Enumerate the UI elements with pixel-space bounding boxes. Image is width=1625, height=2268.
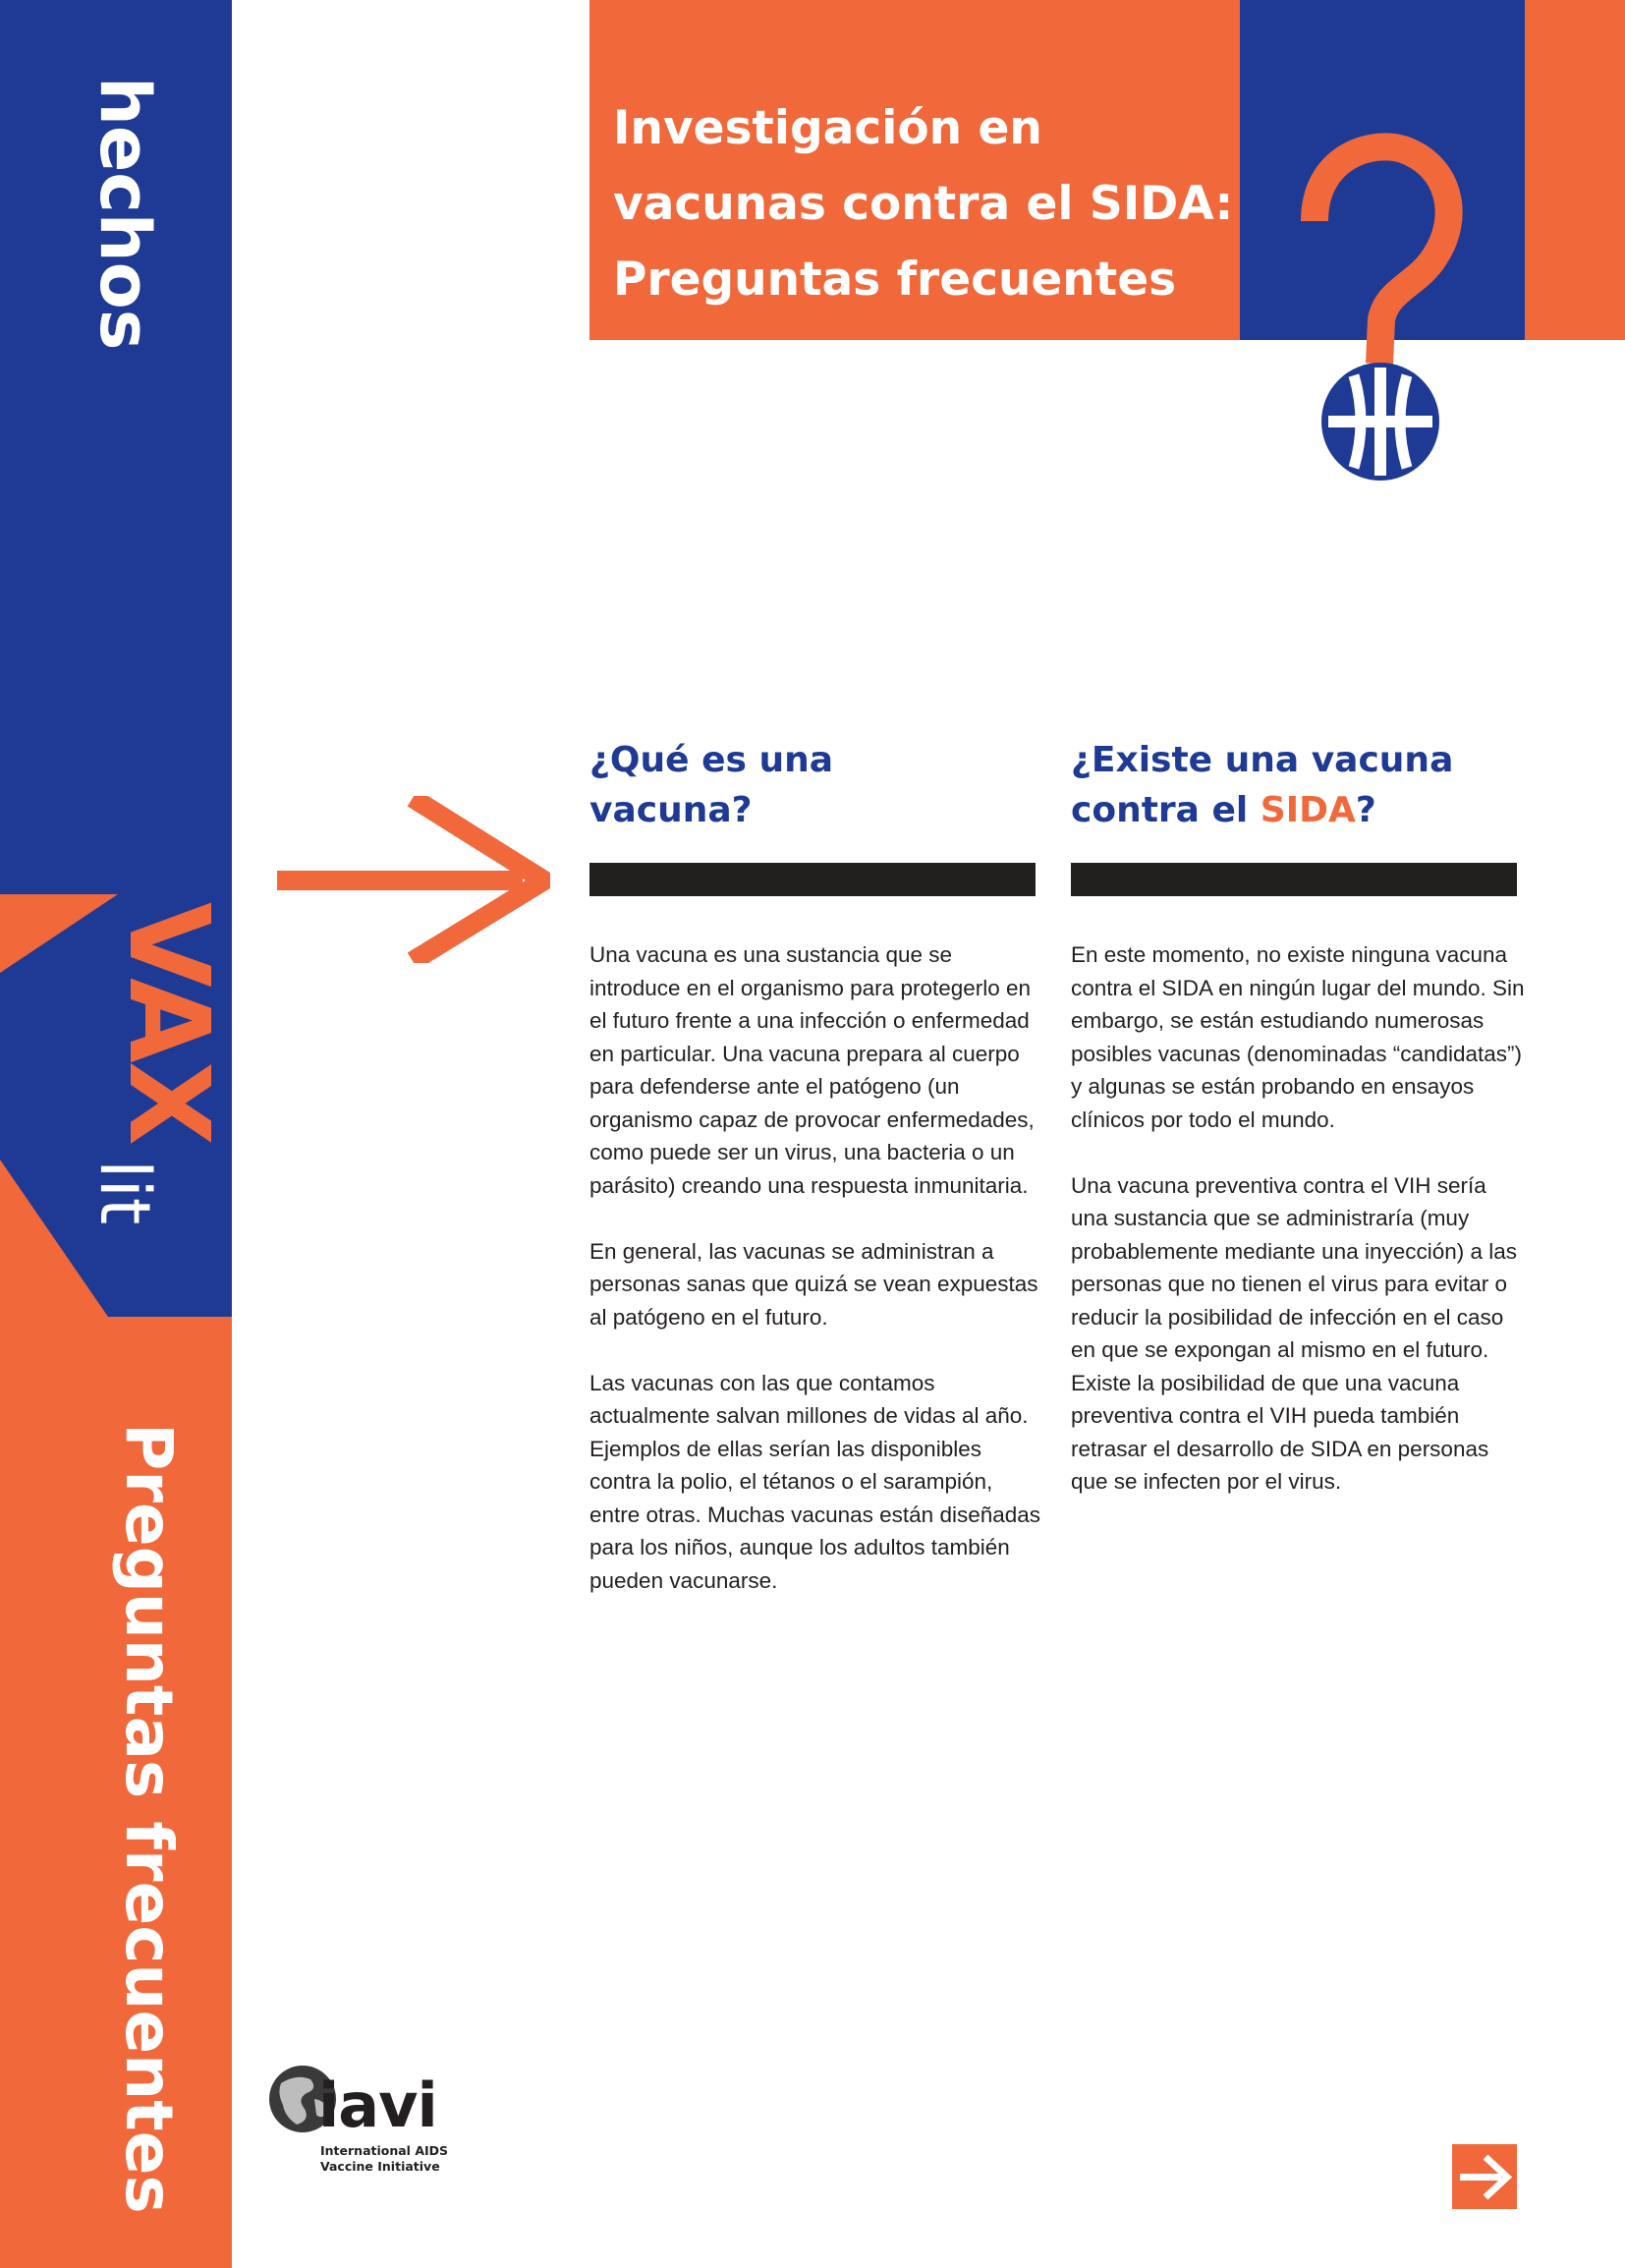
sidebar-bottom-word: Preguntas frecuentes — [111, 1423, 187, 2214]
section-1-heading — [589, 735, 833, 835]
section-1-heading-line-2: vacuna? — [589, 790, 753, 830]
globe-icon — [1321, 363, 1439, 481]
brand-lit: lit — [84, 1160, 165, 1225]
section-1-paragraph: Las vacunas con las que contamos actualmente salvan millones de vidas al año. Ejemplos de ellas serían las disponibles contra la polio, el tétanos o el sarampión, entre otras. Muchas vacunas están diseñadas para los niños, aunque los adultos también pueden vacunarse. — [589, 1370, 1041, 1593]
section-2-heading-line-2 — [1071, 785, 1453, 835]
logo-line-2: Vaccine Initiative — [320, 2159, 440, 2174]
logo-word: iavi — [318, 2070, 437, 2141]
arrow-right-icon — [275, 796, 550, 963]
title-line-3: Preguntas frecuentes — [613, 253, 1177, 307]
logo-line-1: International AIDS — [320, 2143, 449, 2158]
sidebar-top-word: hechos — [84, 77, 165, 351]
section-1-body — [589, 938, 1046, 1630]
heading-accent: SIDA — [1260, 790, 1356, 830]
title-line-1: Investigación en — [613, 101, 1042, 155]
heading-text: contra el — [1071, 790, 1261, 830]
section-1-paragraph: Una vacuna es una sustancia que se introduce en el organismo para protegerlo en el futuro frente a una infección o enfermedad en particular. Una vacuna prepara al cuerpo para defenderse ante el patógeno (un organismo capaz de provocar enfermedades, como puede ser un virus, una bacteria o un parásito) creando una respuesta inmunitaria. — [589, 942, 1035, 1198]
section-1-rule — [589, 863, 1036, 896]
section-2-heading-line-1: ¿Existe una vacuna — [1071, 740, 1454, 780]
question-curve — [1315, 146, 1449, 364]
question-mark-globe-icon — [1277, 118, 1474, 491]
brand-vax: VAX — [104, 902, 232, 1145]
section-1-heading-line-1: ¿Qué es una — [589, 740, 833, 780]
section-2-paragraph: Una vacuna preventiva contra el VIH sería una sustancia que se administraría (muy probablemente mediante una inyección) a las personas que no tienen el virus para evitar o reducir la posibilidad de infección en el caso en que se expongan al mismo en el futuro. Existe la posibilidad de que una vacuna preventiva contra el VIH pueda también retrasar el desarrollo de SIDA en personas que se infecten por el virus. — [1071, 1172, 1518, 1494]
header-orange-strip — [1525, 0, 1625, 340]
section-2-heading — [1071, 735, 1453, 835]
page-title — [613, 90, 1242, 317]
section-2-rule — [1071, 863, 1517, 896]
section-1-paragraph: En general, las vacunas se administran a personas sanas que quizá se vean expuestas al patógeno en el futuro. — [589, 1238, 1038, 1330]
section-2-paragraph: En este momento, no existe ninguna vacuna contra el SIDA en ningún lugar del mundo. Sin embargo, se están estudiando numerosas posibles vacunas (denominadas “candidatas”) y algunas se están probando en ensayos clínicos por todo el mundo. — [1071, 942, 1525, 1132]
title-line-2: vacunas contra el SIDA: — [613, 177, 1234, 231]
next-page-arrow-icon — [1452, 2144, 1517, 2209]
section-2-body — [1071, 938, 1528, 1531]
heading-text: ? — [1355, 790, 1376, 830]
